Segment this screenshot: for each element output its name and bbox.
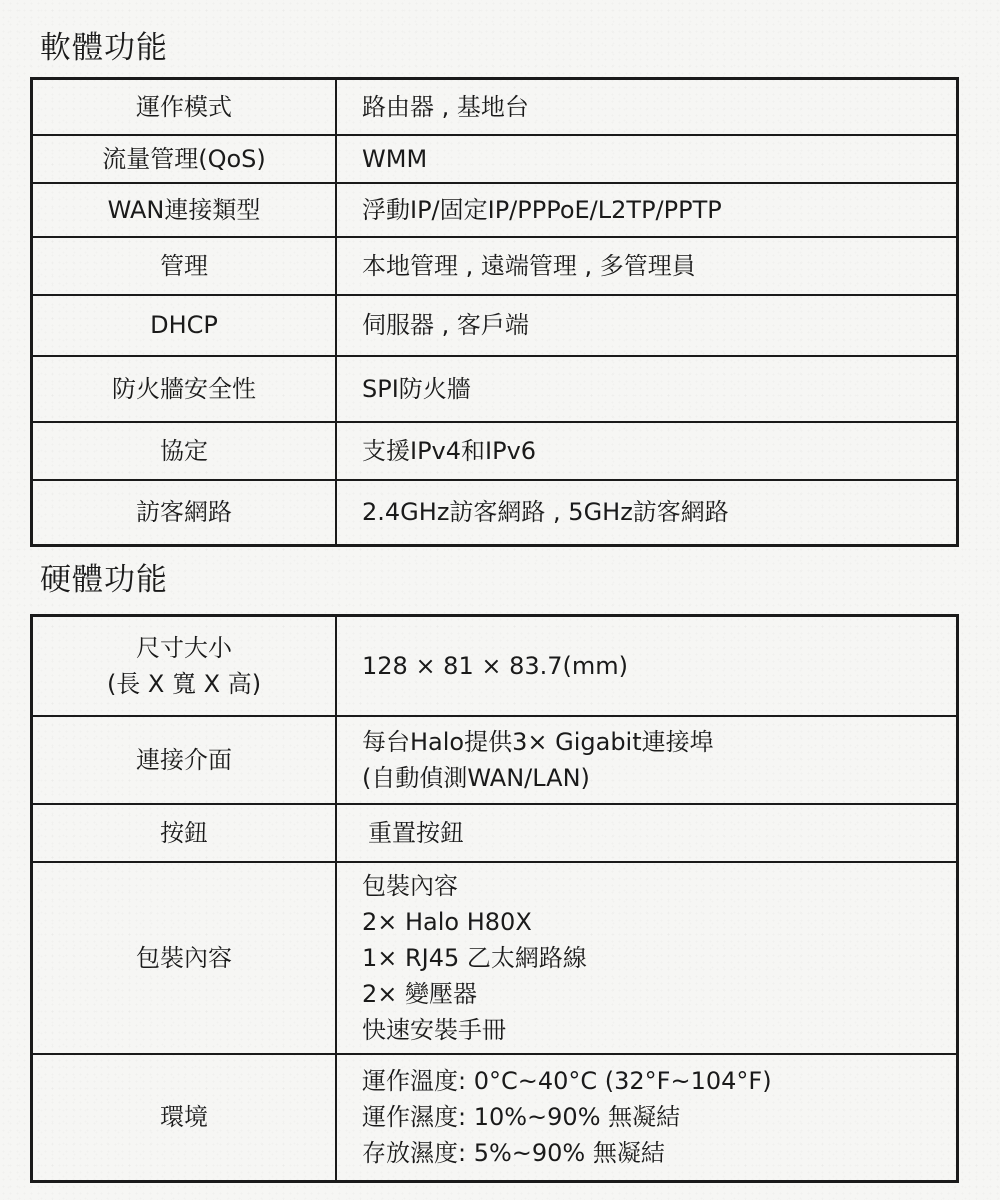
spec-value-line: 存放濕度: 5%~90% 無凝結 (362, 1139, 665, 1168)
spec-label-line: (長 X 寬 X 高) (106, 669, 262, 698)
spec-row-dhcp (32, 295, 958, 356)
spec-row-package (32, 862, 958, 1054)
spec-row-protocol (32, 422, 958, 480)
spec-value-line: 2× 變壓器 (362, 979, 478, 1008)
spec-value: 重置按鈕 (336, 804, 958, 862)
spec-label: 連接介面 (32, 716, 337, 804)
spec-row-operation-mode (32, 79, 958, 135)
spec-label: 按鈕 (32, 804, 337, 862)
spec-label: DHCP (32, 295, 337, 356)
spec-label: 防火牆安全性 (32, 356, 337, 422)
spec-label: 流量管理(QoS) (32, 135, 337, 183)
spec-value: 128 × 81 × 83.7(mm) (336, 616, 958, 716)
software-section-title: 軟體功能 (40, 30, 168, 66)
spec-value-line: 運作溫度: 0°C~40°C (32°F~104°F) (362, 1067, 772, 1096)
spec-row-button (32, 804, 958, 862)
spec-value-line: 快速安裝手冊 (362, 1015, 506, 1044)
hardware-spec-table (30, 614, 959, 1183)
spec-row-qos (32, 135, 958, 183)
spec-row-environment (32, 1054, 958, 1182)
spec-value: WMM (336, 135, 958, 183)
spec-value: 路由器 , 基地台 (336, 79, 958, 135)
spec-value: SPI防火牆 (336, 356, 958, 422)
spec-value-line: 包裝內容 (362, 871, 458, 900)
spec-row-interface (32, 716, 958, 804)
spec-label: 管理 (32, 237, 337, 295)
spec-row-management (32, 237, 958, 295)
spec-value-line: 2× Halo H80X (362, 907, 532, 936)
spec-label: 環境 (32, 1054, 337, 1182)
spec-value-line: 1× RJ45 乙太網路線 (362, 943, 587, 972)
spec-value: 浮動IP/固定IP/PPPoE/L2TP/PPTP (336, 183, 958, 237)
spec-value: 伺服器 , 客戶端 (336, 295, 958, 356)
spec-value: 支援IPv4和IPv6 (336, 422, 958, 480)
spec-row-wan-type (32, 183, 958, 237)
spec-label-line: 尺寸大小 (136, 633, 232, 662)
spec-label: 訪客網路 (32, 480, 337, 546)
spec-row-firewall (32, 356, 958, 422)
hardware-section-title: 硬體功能 (40, 562, 168, 598)
spec-value-line: 每台Halo提供3× Gigabit連接埠 (362, 727, 714, 756)
spec-label: 運作模式 (32, 79, 337, 135)
spec-label: WAN連接類型 (32, 183, 337, 237)
spec-value: 2.4GHz訪客網路 , 5GHz訪客網路 (336, 480, 958, 546)
spec-row-guest-network (32, 480, 958, 546)
spec-value: 本地管理 , 遠端管理 , 多管理員 (336, 237, 958, 295)
spec-value (336, 1054, 958, 1182)
spec-label (32, 616, 337, 716)
spec-value (336, 862, 958, 1054)
spec-label: 協定 (32, 422, 337, 480)
spec-value (336, 716, 958, 804)
spec-label: 包裝內容 (32, 862, 337, 1054)
spec-value-line: 運作濕度: 10%~90% 無凝結 (362, 1103, 681, 1132)
spec-row-size (32, 616, 958, 716)
spec-value-line: (自動偵測WAN/LAN) (362, 763, 590, 792)
software-spec-table (30, 77, 959, 547)
